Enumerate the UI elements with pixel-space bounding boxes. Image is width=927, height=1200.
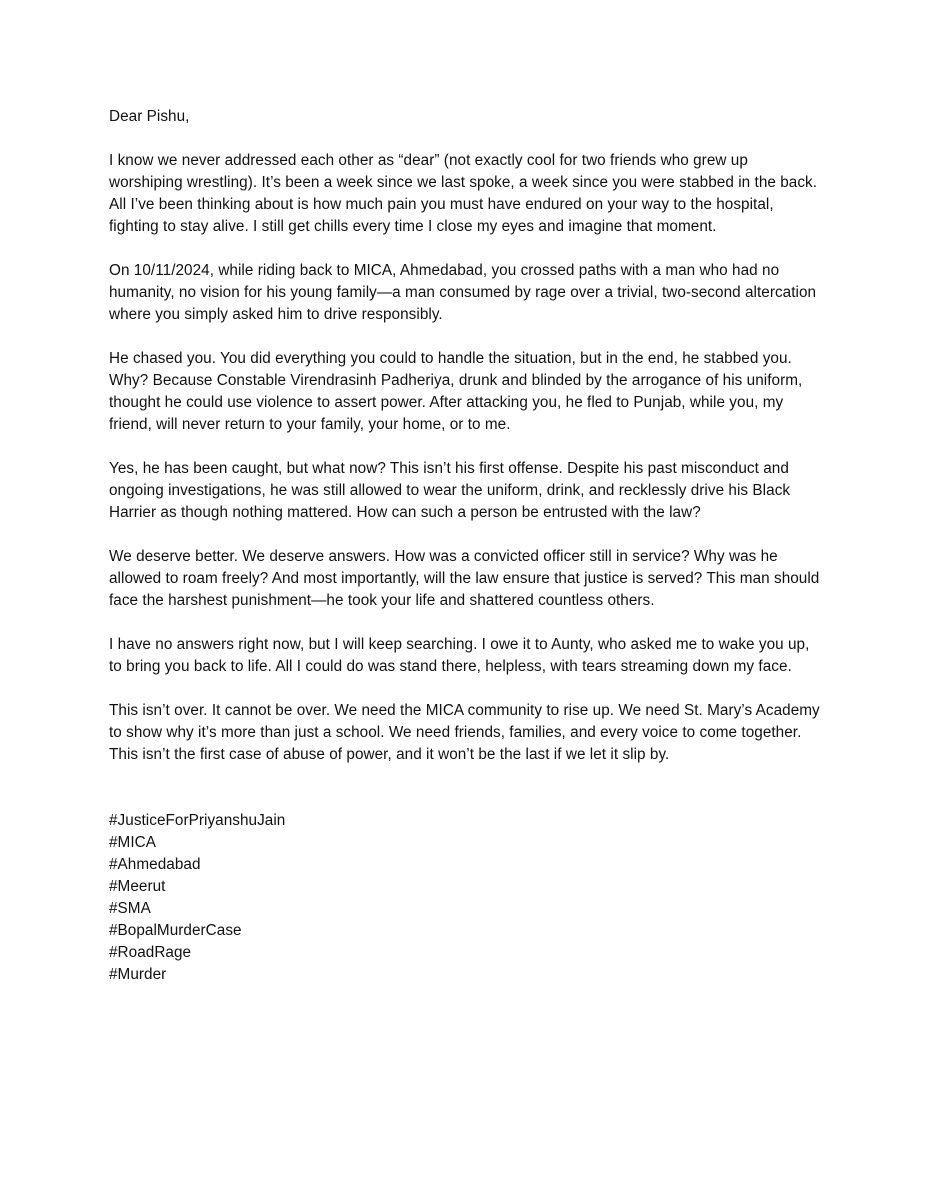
hashtag-item: #JusticeForPriyanshuJain — [109, 812, 286, 829]
letter-page — [109, 106, 825, 986]
hashtag-item: #Meerut — [109, 878, 166, 895]
letter-salutation: Dear Pishu, — [109, 108, 190, 125]
hashtag-item: #RoadRage — [109, 944, 192, 961]
letter-paragraph-5: We deserve better. We deserve answers. How was a convicted officer still in service? Why was he allowed to roam freely? And most importantly, will the law ensure that justice is served? This man should face the harshest punishment—he took your life and shattered countless others. — [109, 548, 820, 609]
letter-paragraph-1: I know we never addressed each other as “dear” (not exactly cool for two friends who grew up worshiping wrestling). It’s been a week since we last spoke, a week since you were stabbed in the back. All I’ve been thinking about is how much pain you must have endured on your way to the hospital, fighting to stay alive. I still get chills every time I close my eyes and imagine that moment. — [109, 152, 818, 235]
letter-paragraph-6: I have no answers right now, but I will keep searching. I owe it to Aunty, who asked me to wake you up, to bring you back to life. All I could do was stand there, helpless, with tears streaming down my face. — [109, 636, 810, 675]
letter-paragraph-4: Yes, he has been caught, but what now? This isn’t his first offense. Despite his past misconduct and ongoing investigations, he was still allowed to wear the uniform, drink, and recklessly drive his Black Harrier as though nothing mattered. How can such a person be entrusted with the law? — [109, 460, 791, 521]
hashtag-item: #MICA — [109, 834, 156, 851]
hashtag-item: #SMA — [109, 900, 151, 917]
letter-paragraph-2: On 10/11/2024, while riding back to MICA, Ahmedabad, you crossed paths with a man who had no humanity, no vision for his young family—a man consumed by rage over a trivial, two-second altercation where you simply asked him to drive responsibly. — [109, 262, 817, 323]
letter-paragraph-3: He chased you. You did everything you could to handle the situation, but in the end, he stabbed you. Why? Because Constable Virendrasinh Padheriya, drunk and blinded by the arrogance of his uniform, thought he could use violence to assert power. After attacking you, he fled to Punjab, while you, my friend, will never return to your family, your home, or to me. — [109, 350, 803, 433]
hashtag-item: #Murder — [109, 966, 167, 983]
hashtag-list — [109, 810, 825, 986]
hashtag-item: #BopalMurderCase — [109, 922, 242, 939]
hashtag-item: #Ahmedabad — [109, 856, 201, 873]
letter-paragraph-7: This isn’t over. It cannot be over. We need the MICA community to rise up. We need St. Mary’s Academy to show why it’s more than just a school. We need friends, families, and every voice to come together. This isn’t the first case of abuse of power, and it won’t be the last if we let it slip by. — [109, 702, 820, 763]
